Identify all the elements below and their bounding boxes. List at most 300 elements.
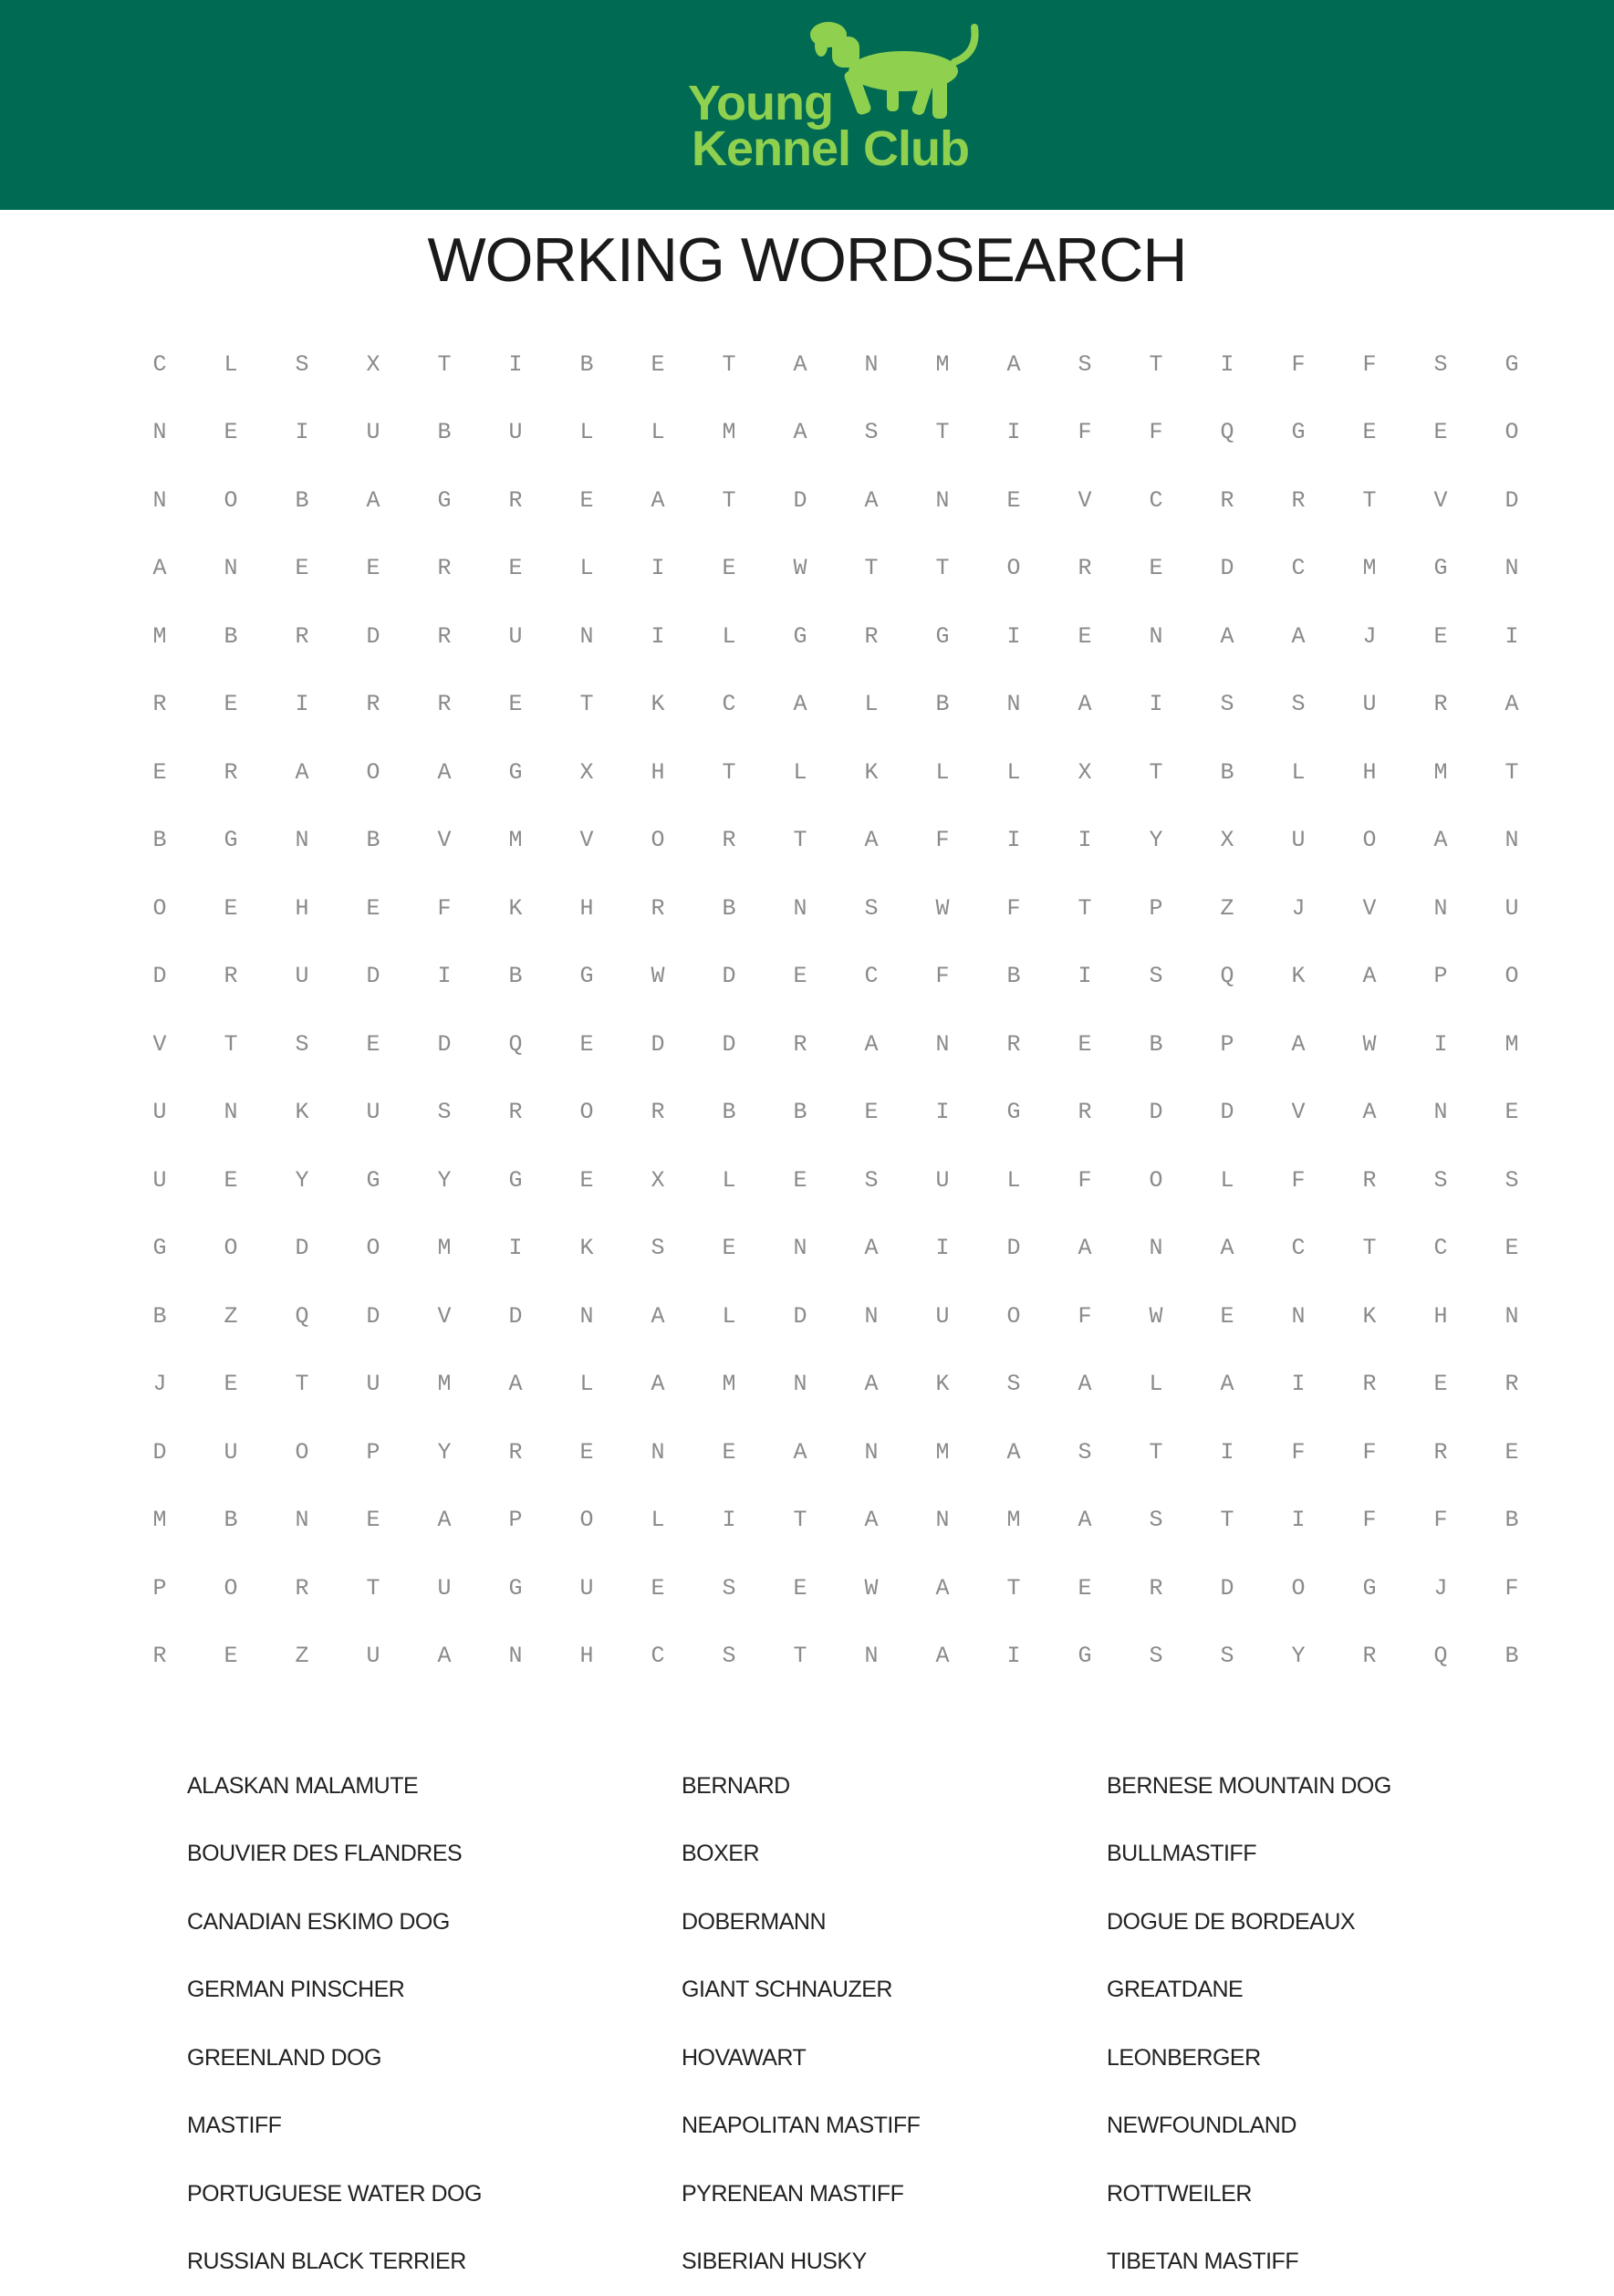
grid-letter[interactable]: F	[1049, 399, 1120, 467]
grid-letter[interactable]: R	[266, 602, 338, 671]
grid-letter[interactable]: C	[124, 330, 195, 399]
grid-letter[interactable]: R	[338, 671, 409, 739]
grid-letter[interactable]: N	[907, 466, 978, 535]
grid-letter[interactable]: M	[907, 330, 978, 399]
grid-letter[interactable]: L	[1263, 738, 1334, 807]
grid-letter[interactable]: I	[693, 1487, 765, 1555]
grid-letter[interactable]: N	[1120, 1215, 1192, 1283]
grid-letter[interactable]: H	[551, 1623, 622, 1691]
grid-letter[interactable]: E	[195, 1351, 266, 1419]
grid-letter[interactable]: I	[1263, 1351, 1334, 1419]
grid-letter[interactable]: I	[978, 399, 1049, 467]
grid-letter[interactable]: O	[124, 874, 195, 943]
grid-letter[interactable]: D	[693, 1010, 765, 1079]
grid-letter[interactable]: A	[1192, 602, 1263, 671]
grid-letter[interactable]: O	[338, 1215, 409, 1283]
grid-letter[interactable]: A	[409, 738, 480, 807]
grid-letter[interactable]: E	[1405, 602, 1476, 671]
grid-letter[interactable]: A	[1192, 1351, 1263, 1419]
grid-letter[interactable]: K	[907, 1351, 978, 1419]
grid-letter[interactable]: N	[1263, 1282, 1334, 1351]
grid-letter[interactable]: X	[622, 1146, 693, 1215]
grid-letter[interactable]: G	[1334, 1554, 1405, 1623]
grid-letter[interactable]: R	[409, 602, 480, 671]
grid-letter[interactable]: E	[693, 535, 765, 603]
grid-letter[interactable]: T	[1049, 874, 1120, 943]
grid-letter[interactable]: D	[338, 943, 409, 1011]
grid-letter[interactable]: A	[907, 1623, 978, 1691]
grid-letter[interactable]: T	[693, 466, 765, 535]
grid-letter[interactable]: S	[693, 1623, 765, 1691]
grid-letter[interactable]: E	[338, 1010, 409, 1079]
grid-letter[interactable]: N	[765, 874, 836, 943]
grid-letter[interactable]: E	[480, 671, 551, 739]
grid-letter[interactable]: A	[1334, 943, 1405, 1011]
grid-letter[interactable]: G	[480, 738, 551, 807]
grid-letter[interactable]: F	[1263, 1418, 1334, 1487]
grid-letter[interactable]: O	[1263, 1554, 1334, 1623]
grid-letter[interactable]: F	[1263, 330, 1334, 399]
grid-letter[interactable]: G	[765, 602, 836, 671]
grid-letter[interactable]: G	[551, 943, 622, 1011]
grid-letter[interactable]: S	[1120, 943, 1192, 1011]
grid-letter[interactable]: I	[1405, 1010, 1476, 1079]
grid-letter[interactable]: D	[266, 1215, 338, 1283]
grid-letter[interactable]: F	[409, 874, 480, 943]
grid-letter[interactable]: O	[195, 1215, 266, 1283]
grid-letter[interactable]: E	[338, 874, 409, 943]
grid-letter[interactable]: N	[551, 1282, 622, 1351]
grid-letter[interactable]: N	[836, 1282, 907, 1351]
grid-letter[interactable]: A	[266, 738, 338, 807]
grid-letter[interactable]: L	[978, 738, 1049, 807]
grid-letter[interactable]: T	[409, 330, 480, 399]
grid-letter[interactable]: S	[1120, 1623, 1192, 1691]
grid-letter[interactable]: M	[1334, 535, 1405, 603]
grid-letter[interactable]: F	[978, 874, 1049, 943]
grid-letter[interactable]: R	[1263, 466, 1334, 535]
grid-letter[interactable]: R	[1192, 466, 1263, 535]
grid-letter[interactable]: T	[907, 535, 978, 603]
grid-letter[interactable]: E	[1049, 602, 1120, 671]
grid-letter[interactable]: A	[765, 399, 836, 467]
grid-letter[interactable]: S	[409, 1079, 480, 1147]
grid-letter[interactable]: D	[338, 1282, 409, 1351]
grid-letter[interactable]: T	[765, 1623, 836, 1691]
grid-letter[interactable]: Y	[266, 1146, 338, 1215]
grid-letter[interactable]: N	[1405, 874, 1476, 943]
grid-letter[interactable]: M	[124, 1487, 195, 1555]
grid-letter[interactable]: G	[1476, 330, 1547, 399]
grid-letter[interactable]: S	[266, 1010, 338, 1079]
grid-letter[interactable]: I	[907, 1215, 978, 1283]
grid-letter[interactable]: U	[1263, 807, 1334, 875]
grid-letter[interactable]: E	[338, 535, 409, 603]
grid-letter[interactable]: O	[978, 1282, 1049, 1351]
grid-letter[interactable]: K	[551, 1215, 622, 1283]
grid-letter[interactable]: B	[551, 330, 622, 399]
grid-letter[interactable]: T	[1192, 1487, 1263, 1555]
grid-letter[interactable]: E	[1334, 399, 1405, 467]
grid-letter[interactable]: E	[124, 738, 195, 807]
grid-letter[interactable]: F	[1334, 1487, 1405, 1555]
grid-letter[interactable]: D	[480, 1282, 551, 1351]
grid-letter[interactable]: A	[409, 1487, 480, 1555]
grid-letter[interactable]: R	[1476, 1351, 1547, 1419]
grid-letter[interactable]: N	[836, 1623, 907, 1691]
grid-letter[interactable]: N	[266, 807, 338, 875]
grid-letter[interactable]: U	[195, 1418, 266, 1487]
grid-letter[interactable]: E	[480, 535, 551, 603]
grid-letter[interactable]: C	[693, 671, 765, 739]
grid-letter[interactable]: N	[765, 1351, 836, 1419]
grid-letter[interactable]: I	[907, 1079, 978, 1147]
grid-letter[interactable]: L	[551, 1351, 622, 1419]
grid-letter[interactable]: L	[836, 671, 907, 739]
grid-letter[interactable]: S	[622, 1215, 693, 1283]
grid-letter[interactable]: T	[907, 399, 978, 467]
grid-letter[interactable]: Y	[1263, 1623, 1334, 1691]
grid-letter[interactable]: J	[1405, 1554, 1476, 1623]
grid-letter[interactable]: N	[836, 330, 907, 399]
grid-letter[interactable]: A	[622, 466, 693, 535]
grid-letter[interactable]: R	[1334, 1351, 1405, 1419]
grid-letter[interactable]: N	[978, 671, 1049, 739]
grid-letter[interactable]: A	[622, 1282, 693, 1351]
grid-letter[interactable]: V	[409, 807, 480, 875]
grid-letter[interactable]: T	[1120, 1418, 1192, 1487]
grid-letter[interactable]: B	[1476, 1623, 1547, 1691]
grid-letter[interactable]: O	[338, 738, 409, 807]
grid-letter[interactable]: B	[266, 466, 338, 535]
grid-letter[interactable]: T	[765, 1487, 836, 1555]
grid-letter[interactable]: T	[1120, 738, 1192, 807]
grid-letter[interactable]: I	[1120, 671, 1192, 739]
grid-letter[interactable]: Q	[480, 1010, 551, 1079]
grid-letter[interactable]: G	[907, 602, 978, 671]
grid-letter[interactable]: W	[622, 943, 693, 1011]
grid-letter[interactable]: E	[1405, 1351, 1476, 1419]
grid-letter[interactable]: K	[480, 874, 551, 943]
grid-letter[interactable]: U	[338, 1351, 409, 1419]
grid-letter[interactable]: T	[693, 738, 765, 807]
grid-letter[interactable]: H	[551, 874, 622, 943]
grid-letter[interactable]: S	[693, 1554, 765, 1623]
grid-letter[interactable]: A	[1049, 671, 1120, 739]
grid-letter[interactable]: B	[338, 807, 409, 875]
grid-letter[interactable]: L	[622, 399, 693, 467]
grid-letter[interactable]: E	[1476, 1079, 1547, 1147]
grid-letter[interactable]: R	[1405, 1418, 1476, 1487]
grid-letter[interactable]: T	[693, 330, 765, 399]
grid-letter[interactable]: E	[1120, 535, 1192, 603]
grid-letter[interactable]: U	[338, 399, 409, 467]
grid-letter[interactable]: D	[1192, 1554, 1263, 1623]
grid-letter[interactable]: A	[1049, 1351, 1120, 1419]
grid-letter[interactable]: S	[836, 399, 907, 467]
grid-letter[interactable]: Z	[266, 1623, 338, 1691]
grid-letter[interactable]: E	[195, 1146, 266, 1215]
grid-letter[interactable]: R	[266, 1554, 338, 1623]
grid-letter[interactable]: I	[622, 535, 693, 603]
grid-letter[interactable]: B	[978, 943, 1049, 1011]
grid-letter[interactable]: N	[907, 1487, 978, 1555]
grid-letter[interactable]: A	[124, 535, 195, 603]
grid-letter[interactable]: E	[551, 1418, 622, 1487]
grid-letter[interactable]: S	[978, 1351, 1049, 1419]
grid-letter[interactable]: F	[907, 943, 978, 1011]
grid-letter[interactable]: U	[1334, 671, 1405, 739]
grid-letter[interactable]: N	[551, 602, 622, 671]
grid-letter[interactable]: O	[551, 1079, 622, 1147]
grid-letter[interactable]: G	[978, 1079, 1049, 1147]
grid-letter[interactable]: O	[195, 1554, 266, 1623]
grid-letter[interactable]: T	[978, 1554, 1049, 1623]
grid-letter[interactable]: S	[266, 330, 338, 399]
grid-letter[interactable]: I	[266, 671, 338, 739]
grid-letter[interactable]: O	[1334, 807, 1405, 875]
grid-letter[interactable]: O	[1120, 1146, 1192, 1215]
grid-letter[interactable]: T	[338, 1554, 409, 1623]
grid-letter[interactable]: R	[978, 1010, 1049, 1079]
grid-letter[interactable]: G	[480, 1146, 551, 1215]
grid-letter[interactable]: L	[693, 602, 765, 671]
grid-letter[interactable]: L	[1120, 1351, 1192, 1419]
grid-letter[interactable]: V	[1405, 466, 1476, 535]
grid-letter[interactable]: F	[1263, 1146, 1334, 1215]
grid-letter[interactable]: E	[693, 1215, 765, 1283]
grid-letter[interactable]: H	[1334, 738, 1405, 807]
grid-letter[interactable]: T	[551, 671, 622, 739]
grid-letter[interactable]: S	[1192, 1623, 1263, 1691]
grid-letter[interactable]: A	[836, 1487, 907, 1555]
grid-letter[interactable]: A	[978, 330, 1049, 399]
grid-letter[interactable]: E	[1405, 399, 1476, 467]
grid-letter[interactable]: E	[195, 1623, 266, 1691]
grid-letter[interactable]: N	[1476, 807, 1547, 875]
grid-letter[interactable]: B	[480, 943, 551, 1011]
grid-letter[interactable]: K	[266, 1079, 338, 1147]
grid-letter[interactable]: D	[693, 943, 765, 1011]
grid-letter[interactable]: X	[338, 330, 409, 399]
grid-letter[interactable]: N	[266, 1487, 338, 1555]
grid-letter[interactable]: F	[907, 807, 978, 875]
grid-letter[interactable]: W	[907, 874, 978, 943]
grid-letter[interactable]: E	[551, 466, 622, 535]
grid-letter[interactable]: D	[765, 1282, 836, 1351]
grid-letter[interactable]: Q	[266, 1282, 338, 1351]
grid-letter[interactable]: M	[124, 602, 195, 671]
grid-letter[interactable]: Q	[1405, 1623, 1476, 1691]
grid-letter[interactable]: L	[693, 1282, 765, 1351]
grid-letter[interactable]: E	[266, 535, 338, 603]
grid-letter[interactable]: U	[338, 1623, 409, 1691]
grid-letter[interactable]: M	[480, 807, 551, 875]
grid-letter[interactable]: A	[1192, 1215, 1263, 1283]
grid-letter[interactable]: I	[622, 602, 693, 671]
grid-letter[interactable]: L	[551, 535, 622, 603]
grid-letter[interactable]: B	[907, 671, 978, 739]
grid-letter[interactable]: I	[1049, 807, 1120, 875]
grid-letter[interactable]: V	[124, 1010, 195, 1079]
grid-letter[interactable]: S	[1192, 671, 1263, 739]
grid-letter[interactable]: F	[1405, 1487, 1476, 1555]
grid-letter[interactable]: M	[409, 1351, 480, 1419]
grid-letter[interactable]: O	[1476, 943, 1547, 1011]
grid-letter[interactable]: G	[195, 807, 266, 875]
grid-letter[interactable]: B	[693, 874, 765, 943]
grid-letter[interactable]: E	[1049, 1554, 1120, 1623]
grid-letter[interactable]: E	[551, 1010, 622, 1079]
grid-letter[interactable]: E	[195, 399, 266, 467]
grid-letter[interactable]: D	[1476, 466, 1547, 535]
grid-letter[interactable]: M	[693, 399, 765, 467]
grid-letter[interactable]: U	[907, 1146, 978, 1215]
grid-letter[interactable]: E	[978, 466, 1049, 535]
grid-letter[interactable]: W	[765, 535, 836, 603]
grid-letter[interactable]: U	[480, 399, 551, 467]
grid-letter[interactable]: R	[480, 1079, 551, 1147]
grid-letter[interactable]: I	[266, 399, 338, 467]
grid-letter[interactable]: J	[1263, 874, 1334, 943]
grid-letter[interactable]: L	[978, 1146, 1049, 1215]
grid-letter[interactable]: D	[978, 1215, 1049, 1283]
grid-letter[interactable]: A	[480, 1351, 551, 1419]
grid-letter[interactable]: I	[480, 1215, 551, 1283]
grid-letter[interactable]: N	[836, 1418, 907, 1487]
grid-letter[interactable]: P	[338, 1418, 409, 1487]
grid-letter[interactable]: E	[836, 1079, 907, 1147]
grid-letter[interactable]: L	[1192, 1146, 1263, 1215]
grid-letter[interactable]: S	[1476, 1146, 1547, 1215]
grid-letter[interactable]: F	[1476, 1554, 1547, 1623]
grid-letter[interactable]: B	[124, 1282, 195, 1351]
grid-letter[interactable]: T	[1334, 1215, 1405, 1283]
grid-letter[interactable]: E	[622, 330, 693, 399]
grid-letter[interactable]: U	[1476, 874, 1547, 943]
grid-letter[interactable]: W	[836, 1554, 907, 1623]
grid-letter[interactable]: N	[124, 466, 195, 535]
grid-letter[interactable]: N	[1405, 1079, 1476, 1147]
grid-letter[interactable]: N	[907, 1010, 978, 1079]
grid-letter[interactable]: Y	[409, 1418, 480, 1487]
grid-letter[interactable]: A	[622, 1351, 693, 1419]
grid-letter[interactable]: N	[124, 399, 195, 467]
grid-letter[interactable]: M	[907, 1418, 978, 1487]
grid-letter[interactable]: U	[480, 602, 551, 671]
grid-letter[interactable]: E	[765, 1554, 836, 1623]
grid-letter[interactable]: L	[551, 399, 622, 467]
grid-letter[interactable]: R	[765, 1010, 836, 1079]
grid-letter[interactable]: N	[480, 1623, 551, 1691]
grid-letter[interactable]: Y	[409, 1146, 480, 1215]
grid-letter[interactable]: A	[338, 466, 409, 535]
grid-letter[interactable]: A	[765, 1418, 836, 1487]
grid-letter[interactable]: R	[1049, 1079, 1120, 1147]
grid-letter[interactable]: A	[978, 1418, 1049, 1487]
grid-letter[interactable]: L	[195, 330, 266, 399]
grid-letter[interactable]: I	[978, 1623, 1049, 1691]
grid-letter[interactable]: E	[1049, 1010, 1120, 1079]
grid-letter[interactable]: R	[836, 602, 907, 671]
grid-letter[interactable]: W	[1120, 1282, 1192, 1351]
grid-letter[interactable]: T	[195, 1010, 266, 1079]
grid-letter[interactable]: V	[409, 1282, 480, 1351]
grid-letter[interactable]: F	[1334, 330, 1405, 399]
grid-letter[interactable]: N	[195, 1079, 266, 1147]
grid-letter[interactable]: R	[409, 535, 480, 603]
grid-letter[interactable]: A	[409, 1623, 480, 1691]
grid-letter[interactable]: X	[551, 738, 622, 807]
grid-letter[interactable]: S	[1120, 1487, 1192, 1555]
grid-letter[interactable]: U	[266, 943, 338, 1011]
grid-letter[interactable]: D	[1120, 1079, 1192, 1147]
grid-letter[interactable]: S	[1405, 330, 1476, 399]
grid-letter[interactable]: R	[1334, 1146, 1405, 1215]
grid-letter[interactable]: P	[1405, 943, 1476, 1011]
grid-letter[interactable]: U	[124, 1079, 195, 1147]
grid-letter[interactable]: T	[1120, 330, 1192, 399]
grid-letter[interactable]: G	[480, 1554, 551, 1623]
grid-letter[interactable]: V	[1049, 466, 1120, 535]
grid-letter[interactable]: O	[622, 807, 693, 875]
grid-letter[interactable]: M	[1476, 1010, 1547, 1079]
grid-letter[interactable]: R	[409, 671, 480, 739]
grid-letter[interactable]: O	[551, 1487, 622, 1555]
grid-letter[interactable]: R	[1334, 1623, 1405, 1691]
grid-letter[interactable]: R	[480, 466, 551, 535]
grid-letter[interactable]: K	[1263, 943, 1334, 1011]
grid-letter[interactable]: S	[836, 1146, 907, 1215]
grid-letter[interactable]: O	[266, 1418, 338, 1487]
grid-letter[interactable]: E	[1192, 1282, 1263, 1351]
grid-letter[interactable]: G	[1049, 1623, 1120, 1691]
grid-letter[interactable]: A	[1263, 1010, 1334, 1079]
grid-letter[interactable]: I	[409, 943, 480, 1011]
grid-letter[interactable]: J	[124, 1351, 195, 1419]
grid-letter[interactable]: B	[1120, 1010, 1192, 1079]
grid-letter[interactable]: H	[266, 874, 338, 943]
grid-letter[interactable]: M	[693, 1351, 765, 1419]
grid-letter[interactable]: F	[1334, 1418, 1405, 1487]
grid-letter[interactable]: I	[1263, 1487, 1334, 1555]
grid-letter[interactable]: F	[1120, 399, 1192, 467]
grid-letter[interactable]: E	[338, 1487, 409, 1555]
grid-letter[interactable]: I	[1049, 943, 1120, 1011]
grid-letter[interactable]: B	[1192, 738, 1263, 807]
grid-letter[interactable]: N	[1120, 602, 1192, 671]
grid-letter[interactable]: I	[1476, 602, 1547, 671]
grid-letter[interactable]: A	[765, 330, 836, 399]
grid-letter[interactable]: T	[836, 535, 907, 603]
grid-letter[interactable]: C	[1263, 535, 1334, 603]
grid-letter[interactable]: B	[1476, 1487, 1547, 1555]
grid-letter[interactable]: E	[195, 671, 266, 739]
grid-letter[interactable]: R	[195, 738, 266, 807]
grid-letter[interactable]: P	[124, 1554, 195, 1623]
grid-letter[interactable]: M	[409, 1215, 480, 1283]
grid-letter[interactable]: B	[195, 1487, 266, 1555]
grid-letter[interactable]: M	[978, 1487, 1049, 1555]
grid-letter[interactable]: R	[1049, 535, 1120, 603]
grid-letter[interactable]: C	[622, 1623, 693, 1691]
grid-letter[interactable]: V	[1263, 1079, 1334, 1147]
grid-letter[interactable]: L	[907, 738, 978, 807]
grid-letter[interactable]: D	[124, 1418, 195, 1487]
grid-letter[interactable]: C	[1120, 466, 1192, 535]
grid-letter[interactable]: D	[765, 466, 836, 535]
grid-letter[interactable]: B	[409, 399, 480, 467]
